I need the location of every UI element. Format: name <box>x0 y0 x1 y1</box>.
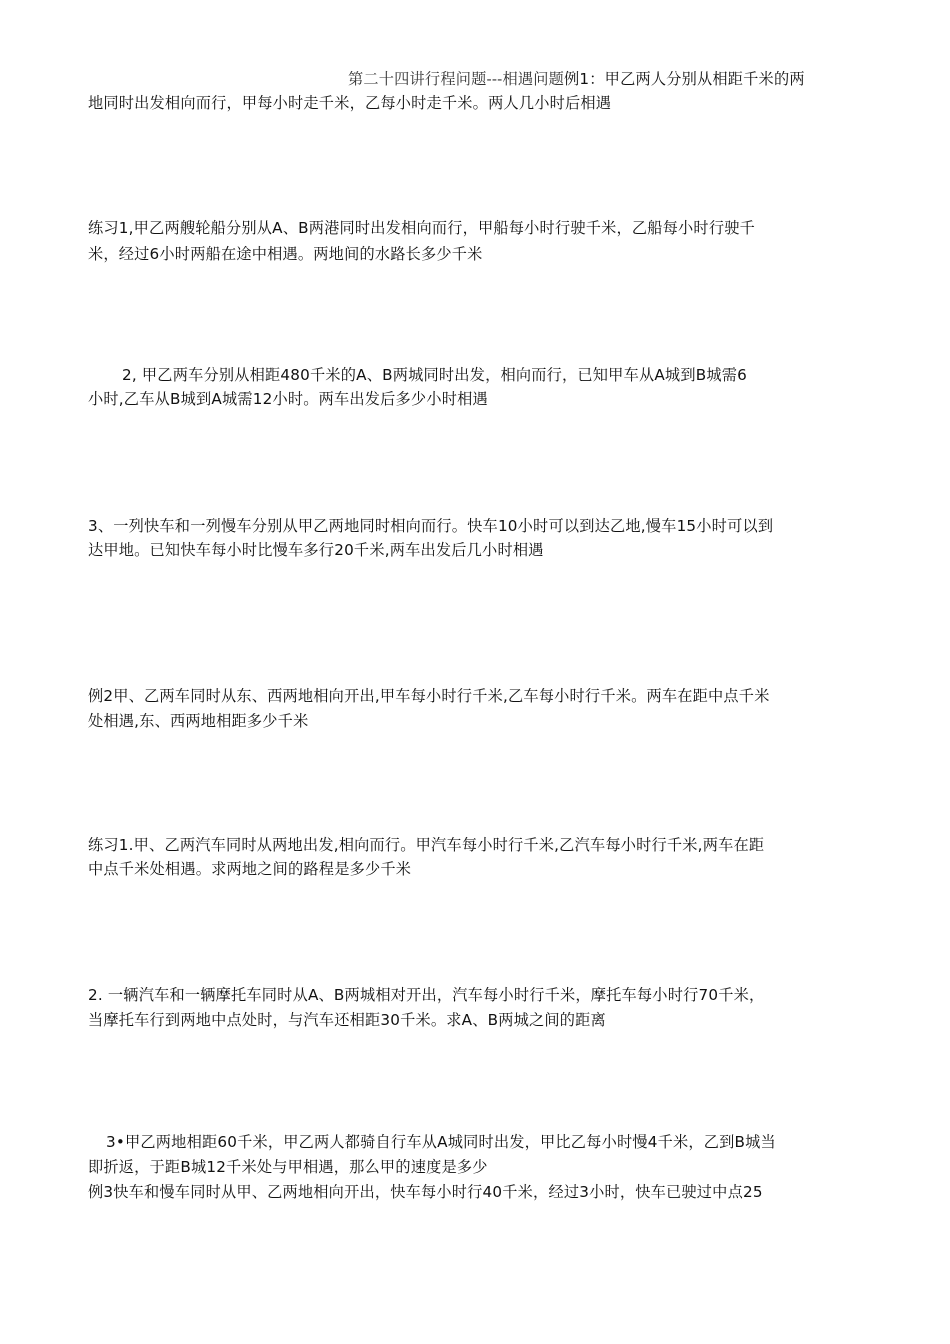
practice-1-line-2: 米，经过6小时两船在途中相遇。两地间的水路长多少千米 <box>88 245 483 263</box>
example-2-line-1: 例2甲、乙两车同时从东、西两地相向开出,甲车每小时行千米,乙车每小时行千米。两车在距中点千米 <box>88 687 770 705</box>
example-1-line-2: 地同时出发相向而行，甲每小时走千米，乙每小时走千米。两人几小时后相遇 <box>88 94 612 112</box>
example-1-line-1: 例1：甲乙两人分别从相距千米的两 <box>564 70 805 88</box>
practice-2-line-1: 2, 甲乙两车分别从相距480千米的A、B两城同时出发，相向而行，已知甲车从A城到B城需6 <box>122 366 747 384</box>
practice-3-line-2: 达甲地。已知快车每小时比慢车多行20千米,两车出发后几小时相遇 <box>88 541 544 559</box>
exercise-1-line-2: 中点千米处相遇。求两地之间的路程是多少千米 <box>88 860 412 878</box>
exercise-2-line-1: 2. 一辆汽车和一辆摩托车同时从A、B两城相对开出，汽车每小时行千米，摩托车每小时行70千米， <box>88 986 765 1004</box>
exercise-2-line-2: 当摩托车行到两地中点处时，与汽车还相距30千米。求A、B两城之间的距离 <box>88 1011 606 1029</box>
title-line <box>348 69 805 89</box>
exercise-1-line-1: 练习1.甲、乙两汽车同时从两地出发,相向而行。甲汽车每小时行千米,乙汽车每小时行千米,两车在距 <box>88 836 765 854</box>
exercise-3-line-1: 3•甲乙两地相距60千米，甲乙两人都骑自行车从A城同时出发，甲比乙每小时慢4千米，乙到B城当 <box>106 1133 776 1151</box>
example-2-line-2: 处相遇,东、西两地相距多少千米 <box>88 712 309 730</box>
practice-2-line-2: 小时,乙车从B城到A城需12小时。两车出发后多少小时相遇 <box>88 390 488 408</box>
exercise-3-line-2: 即折返，于距B城12千米处与甲相遇，那么甲的速度是多少 <box>88 1158 488 1176</box>
lesson-title: 第二十四讲行程问题---相遇问题 <box>348 70 565 88</box>
example-3-line-1: 例3快车和慢车同时从甲、乙两地相向开出，快车每小时行40千米，经过3小时，快车已驶过中点25 <box>88 1183 763 1201</box>
practice-3-line-1: 3、一列快车和一列慢车分别从甲乙两地同时相向而行。快车10小时可以到达乙地,慢车15小时可以到 <box>88 517 774 535</box>
practice-1-line-1: 练习1,甲乙两艘轮船分别从A、B两港同时出发相向而行，甲船每小时行驶千米，乙船每小时行驶千 <box>88 219 755 237</box>
